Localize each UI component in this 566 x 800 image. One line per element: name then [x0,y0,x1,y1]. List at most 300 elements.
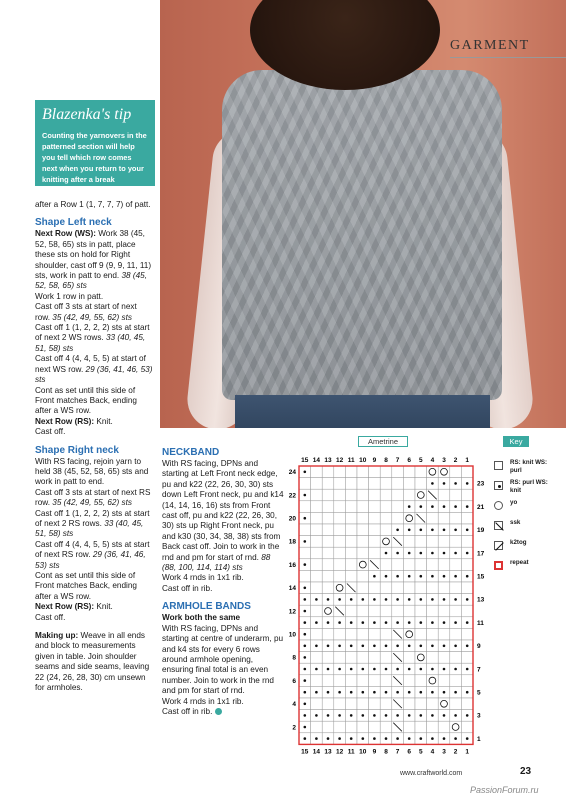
purl-mark [385,552,388,555]
step-text: Cast off 1 (1, 2, 2, 2) sts at start of next 2 WS rows. [35,323,150,343]
chart-cell [438,721,450,733]
purl-mark [385,668,388,671]
purl-mark [443,645,446,648]
purl-mark [443,505,446,508]
chart-cell [357,721,369,733]
step-text: Cast off 4 (4, 4, 5, 5) sts at start of next RS row. [35,539,150,560]
left-step-2 [35,302,153,323]
chart-cell [345,652,357,664]
chart-cell [461,698,473,710]
key-label: repeat [510,559,529,566]
purl-mark [396,737,399,740]
chart-cell [369,501,381,513]
chart-cell [345,698,357,710]
chart-cell [415,652,427,664]
chart-cell [357,698,369,710]
chart-cell [380,605,392,617]
purl-mark [304,726,307,729]
purl-mark [315,714,318,717]
purl-mark [443,598,446,601]
pattern-column-1 [35,200,153,693]
purl-mark [350,598,353,601]
purl-mark [420,575,423,578]
chart-cell [357,559,369,571]
purl-mark [396,645,399,648]
purl-mark [466,482,469,485]
purl-mark [338,598,341,601]
chart-cell [311,570,323,582]
purl-mark [362,598,365,601]
row-label: Next Row (RS): [35,602,95,612]
chart-cell [427,466,439,478]
purl-mark [466,668,469,671]
chart-cell [357,478,369,490]
chart-cell [415,466,427,478]
chart-cell [438,559,450,571]
chart-cell [311,698,323,710]
chart-cell [438,582,450,594]
purl-mark [385,645,388,648]
purl-mark [338,737,341,740]
armhole-cast-off [162,707,286,717]
purl-mark [304,703,307,706]
chart-cell [311,536,323,548]
chart-cell [369,512,381,524]
purl-mark [431,714,434,717]
chart-cell [438,489,450,501]
section-rule [450,57,566,58]
step-text: Cast off 3 sts at start of next row. [35,302,137,322]
chart-cell [345,628,357,640]
chart-cell [334,547,346,559]
row-text: Knit. [94,416,113,426]
column-label: 1 [465,457,470,464]
column-label: 2 [453,748,458,756]
column-label: 10 [359,748,367,756]
chart-cell [369,605,381,617]
purl-mark [431,737,434,740]
chart-cell [322,628,334,640]
chart-cell [461,675,473,687]
key-label: ssk [510,519,521,526]
purl-mark [385,621,388,624]
chart-cell [403,559,415,571]
purl-mark [466,737,469,740]
purl-mark [362,737,365,740]
chart-cell [357,512,369,524]
purl-mark [327,645,330,648]
purl-mark [327,598,330,601]
purl-mark [304,679,307,682]
column-label: 10 [359,457,367,464]
purl-mark [304,668,307,671]
purl-mark [431,691,434,694]
neckband-heading: NECKBAND [162,447,220,458]
chart-cell [322,512,334,524]
purl-mark [420,714,423,717]
purl-mark [420,668,423,671]
chart-cell [369,489,381,501]
purl-mark [454,575,457,578]
purl-mark [304,714,307,717]
row-text: Work 38 (45, 52, 58, 65) sts in patt, place these sts on hold for Right shoulder, cast off 9 (9, 9, 11, 11) sts, work in patt to end. [35,229,152,281]
purl-mark [408,575,411,578]
chart-cell [322,478,334,490]
chart-cell [322,524,334,536]
chart-cell [415,698,427,710]
column-label: 3 [442,457,446,464]
purl-mark [304,691,307,694]
left-step-4 [35,354,153,385]
purl-mark [362,645,365,648]
purl-mark [443,482,446,485]
chart-cell [438,512,450,524]
column-label: 4 [430,748,435,756]
footer-url[interactable]: www.craftworld.com [400,770,463,777]
purl-mark [454,714,457,717]
tip-box [35,100,155,186]
left-step-3 [35,323,153,354]
making-up [35,631,153,693]
purl-mark [396,598,399,601]
step-text: Cast off 1 (1, 2, 2, 2) sts at start of next 2 RS rows. [35,508,150,528]
chart-cell [461,489,473,501]
chart-cell [403,466,415,478]
purl-mark [304,737,307,740]
chart-cell [392,501,404,513]
purl-mark [466,621,469,624]
purl-mark [454,529,457,532]
row-label-right: 7 [477,666,481,674]
purl-mark [327,621,330,624]
purl-mark [408,737,411,740]
purl-mark [304,621,307,624]
column-label: 5 [418,457,423,464]
neckband-cast-off: Cast off in rib. [162,583,213,593]
chart-cell [438,536,450,548]
stitch-count: 88 (88, 100, 114, 114) sts [162,552,271,573]
chart-cell [427,605,439,617]
purl-mark [420,552,423,555]
chart-cell [345,512,357,524]
purl-mark [304,517,307,520]
chart-cell [380,675,392,687]
purl-mark [466,645,469,648]
chart-cell [450,466,462,478]
purl-mark [327,668,330,671]
purl-mark [408,645,411,648]
row-label-left: 2 [292,724,296,732]
row-label-right: 21 [477,503,485,511]
chart-cell [380,536,392,548]
row-label-right: 15 [477,573,485,581]
purl-mark [408,529,411,532]
purl-mark [362,714,365,717]
purl-mark [454,482,457,485]
purl-mark [408,668,411,671]
chart-cell [450,628,462,640]
purl-mark [431,598,434,601]
purl-mark [396,621,399,624]
chart-cell [334,512,346,524]
row-label-left: 14 [288,585,296,593]
chart-cell [461,721,473,733]
row-label-right: 19 [477,527,485,535]
chart-cell [403,605,415,617]
chart-cell [299,501,311,513]
column-label: 13 [324,457,332,464]
purl-mark [338,714,341,717]
chart-cell [403,675,415,687]
right-cast-off: Cast off. [35,612,66,622]
row-label-left: 20 [288,515,296,523]
chart-cell [380,512,392,524]
right-next-rs [35,602,153,612]
chart-cell [334,559,346,571]
row-label-left: 18 [288,538,296,546]
chart-cell [403,582,415,594]
purl-mark [431,621,434,624]
chart-cell [311,675,323,687]
chart-cell [415,478,427,490]
page-number: 23 [520,766,532,777]
garment-photo [160,0,566,428]
column-label: 7 [395,748,400,756]
purl-mark [408,691,411,694]
purl-mark [338,691,341,694]
chart-cell [380,628,392,640]
key-label: RS: knit WS: purl [510,459,548,474]
purl-mark [373,668,376,671]
stitch-chart [283,452,491,757]
chart-cell [311,652,323,664]
chart-cell [403,698,415,710]
chart-cell [380,524,392,536]
chart-cell [450,698,462,710]
chart-cell [311,478,323,490]
chart-cell [322,559,334,571]
chart-cell [380,721,392,733]
jeans [235,395,490,428]
purl-mark [304,645,307,648]
chart-cell [322,652,334,664]
chart-cell [322,698,334,710]
purl-mark [396,714,399,717]
knitted-vest [222,70,502,400]
chart-cell [345,536,357,548]
purl-mark [315,691,318,694]
chart-cell [311,559,323,571]
chart-cell [415,721,427,733]
purl-mark [362,691,365,694]
chart-cell [322,675,334,687]
purl-mark [420,645,423,648]
column-label: 13 [324,748,332,756]
purl-mark [431,505,434,508]
chart-cell [450,582,462,594]
key-item-yo [494,499,558,517]
chart-cell [311,721,323,733]
purl-mark [420,737,423,740]
purl-mark [315,598,318,601]
purl-mark [443,552,446,555]
step-text: With RS facing, DPNs and starting at Left Front neck edge, pu and k22 (22, 26, 30, 30) sts down Left Front neck, pu and k14 (14, 14, 16, 16) sts from Front cast off, pu and k22 (22, 26, 30, 30) sts up Right Front neck, pu and k30 (30, 34, 38, 38) sts from Back cast off. Join to work in the rnd and pm for start of rnd. [162,459,284,562]
chart-cell [357,524,369,536]
purl-mark [443,668,446,671]
purl-mark [385,737,388,740]
purl-mark [350,645,353,648]
chart-cell [392,466,404,478]
key-label: RS: purl WS: knit [510,479,548,494]
row-label-right: 11 [477,619,484,627]
chart-cell [450,652,462,664]
key-label: yo [510,499,518,506]
chart-cell [392,605,404,617]
chart-cell [345,675,357,687]
chart-cell [403,512,415,524]
row-label-left: 22 [288,492,296,500]
chart-cell [345,478,357,490]
chart-cell [369,652,381,664]
row-text: Knit. [94,602,113,612]
row-label-left: 12 [288,608,296,616]
purl-mark [466,552,469,555]
purl-mark [466,598,469,601]
chart-cell [450,512,462,524]
purl-mark [431,529,434,532]
key-item-ssk [494,519,558,537]
chart-cell [450,721,462,733]
purl-mark [466,505,469,508]
key-item-purl [494,479,558,497]
stitch-count: 38 (45, 52, 58, 65) sts [35,271,147,291]
chart-cell [438,628,450,640]
purl-mark [304,598,307,601]
chart-cell [380,652,392,664]
purl-mark [443,737,446,740]
row-label-left: 16 [288,561,296,569]
purl-mark [454,621,457,624]
section-label: GARMENT [450,38,530,53]
neckband-text [162,459,286,573]
chart-cell [427,675,439,687]
purl-mark [408,598,411,601]
right-step-5: Cont as set until this side of Front matches Back, ending after a WS row. [35,571,137,601]
chart-cell [380,559,392,571]
left-step-1: Work 1 row in patt. [35,291,104,301]
chart-cell [334,570,346,582]
row-label-right: 17 [477,550,485,558]
purl-mark [304,587,307,590]
chart-cell [415,605,427,617]
right-step-3 [35,509,153,540]
purl-mark [350,737,353,740]
purl-mark [304,656,307,659]
purl-mark [338,645,341,648]
column-label: 14 [312,748,321,756]
chart-cell [427,582,439,594]
purl-mark [304,563,307,566]
purl-mark [454,598,457,601]
purl-mark [396,529,399,532]
purl-mark [443,529,446,532]
chart-cell [450,559,462,571]
row-label: Next Row (RS): [35,416,95,426]
purl-mark [420,621,423,624]
purl-mark [350,691,353,694]
chart-cell [392,559,404,571]
key-legend [494,459,558,579]
purl-mark [373,575,376,578]
chart-cell [403,478,415,490]
purl-mark [315,621,318,624]
intro-text: after a Row 1 (1, 7, 7, 7) of patt. [35,200,151,209]
column-label: 14 [312,457,321,464]
column-label: 15 [301,457,309,464]
row-label-right: 23 [477,480,485,488]
stitch-count: 29 (36, 41, 46, 53) sts [35,364,153,385]
purl-mark [350,668,353,671]
chart-cell [438,652,450,664]
left-neck-heading: Shape Left neck [35,217,112,229]
chart-title: Ametrine [358,436,408,447]
armhole-rib: Work 4 rnds in 1x1 rib. [162,696,244,706]
purl-mark [443,691,446,694]
purl-mark [443,575,446,578]
purl-mark [373,598,376,601]
purl-mark [420,529,423,532]
chart-cell [380,466,392,478]
purl-mark [454,691,457,694]
chart-cell [357,536,369,548]
chart-cell [357,501,369,513]
chart-cell [357,675,369,687]
chart-cell [322,570,334,582]
purl-symbol-icon [494,481,503,490]
chart-cell [427,721,439,733]
purl-mark [431,482,434,485]
chart-cell [380,698,392,710]
chart-cell [334,466,346,478]
chart-cell [311,547,323,559]
chart-cell [311,628,323,640]
chart-cell [392,478,404,490]
chart-cell [415,489,427,501]
purl-mark [373,621,376,624]
chart-cell [427,698,439,710]
column-label: 9 [372,748,377,756]
key-item-knit [494,459,558,477]
chart-cell [461,652,473,664]
chart-cell [403,721,415,733]
chart-cell [403,489,415,501]
chart-cell [403,628,415,640]
purl-mark [304,610,307,613]
purl-mark [385,691,388,694]
watermark: PassionForum.ru [470,785,539,795]
row-label-left: 8 [292,654,296,662]
chart-cell [322,536,334,548]
neckband-rib: Work 4 rnds in 1x1 rib. [162,573,244,583]
chart-cell [357,605,369,617]
key-title: Key [503,436,529,447]
chart-cell [380,478,392,490]
chart-cell [299,524,311,536]
row-label-left: 4 [292,701,296,709]
repeat-symbol-icon [494,561,503,570]
purl-mark [304,494,307,497]
purl-mark [315,737,318,740]
